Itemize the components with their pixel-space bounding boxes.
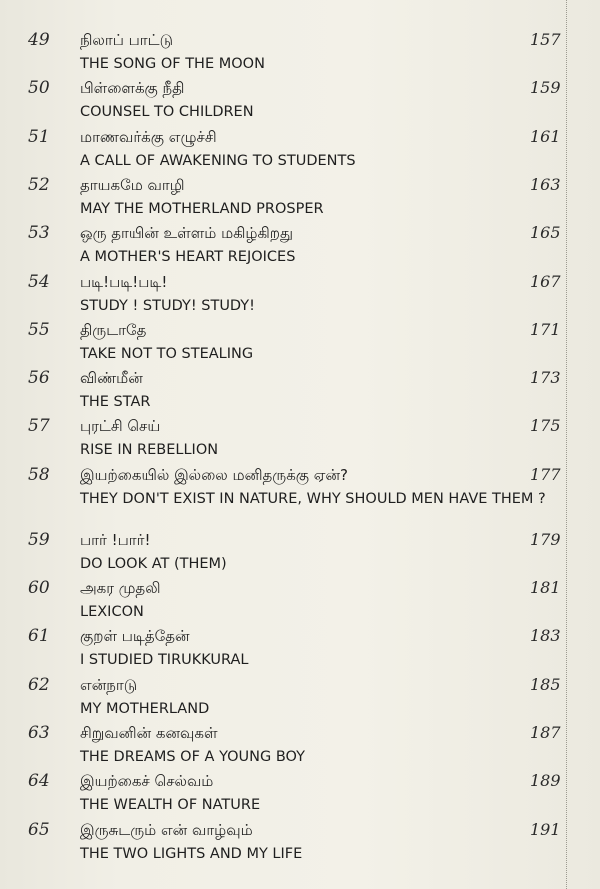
entry-tamil-title: நிலாப் பாட்டு <box>80 31 173 49</box>
entry-number: 59 <box>28 530 50 550</box>
entry-english-title: THE DREAMS OF A YOUNG BOY <box>80 749 306 765</box>
entry-page-number: 187 <box>530 723 561 742</box>
entry-number: 52 <box>28 175 50 195</box>
entry-english-title: I STUDIED TIRUKKURAL <box>80 652 249 668</box>
entry-english-title: THEY DON'T EXIST IN NATURE, WHY SHOULD MEN HAVE THEM ? <box>80 491 546 507</box>
entry-page-number: 183 <box>530 626 561 645</box>
page-number-divider <box>566 0 567 889</box>
entry-tamil-title: தாயகமே வாழி <box>80 176 185 194</box>
entry-english-title: A CALL OF AWAKENING TO STUDENTS <box>80 153 356 169</box>
entry-page-number: 175 <box>530 416 561 435</box>
entry-page-number: 179 <box>530 530 561 549</box>
entry-english-title: THE TWO LIGHTS AND MY LIFE <box>80 846 303 862</box>
entry-english-title: LEXICON <box>80 604 144 620</box>
entry-tamil-title: புரட்சி செய் <box>80 417 161 435</box>
entry-english-title: STUDY ! STUDY! STUDY! <box>80 298 255 314</box>
entry-english-title: DO LOOK AT (THEM) <box>80 556 227 572</box>
entry-english-title: MY MOTHERLAND <box>80 701 210 717</box>
entry-page-number: 185 <box>530 675 561 694</box>
entry-tamil-title: பிள்ளைக்கு நீதி <box>80 79 185 97</box>
entry-english-title: COUNSEL TO CHILDREN <box>80 104 254 120</box>
entry-tamil-title: அகர முதலி <box>80 579 161 597</box>
entry-number: 51 <box>28 127 50 147</box>
entry-english-title: THE WEALTH OF NATURE <box>80 797 261 813</box>
entry-number: 62 <box>28 675 50 695</box>
entry-number: 57 <box>28 416 50 436</box>
entry-page-number: 161 <box>530 127 561 146</box>
entry-english-title: THE SONG OF THE MOON <box>80 56 265 72</box>
entry-number: 60 <box>28 578 50 598</box>
entry-tamil-title: இயற்கையில் இல்லை மனிதருக்கு ஏன்? <box>80 466 348 484</box>
entry-tamil-title: என்நாடு <box>80 676 138 694</box>
entry-page-number: 157 <box>530 30 561 49</box>
entry-english-title: THE STAR <box>80 394 151 410</box>
entry-number: 64 <box>28 771 50 791</box>
entry-number: 53 <box>28 223 50 243</box>
entry-tamil-title: விண்மீன் <box>80 369 143 387</box>
entry-page-number: 181 <box>530 578 561 597</box>
entry-tamil-title: இருசுடரும் என் வாழ்வும் <box>80 821 253 839</box>
entry-page-number: 171 <box>530 320 561 339</box>
entry-tamil-title: படி!படி!படி! <box>80 273 168 291</box>
entry-page-number: 191 <box>530 820 561 839</box>
entry-page-number: 173 <box>530 368 561 387</box>
entry-page-number: 167 <box>530 272 561 291</box>
entry-english-title: A MOTHER'S HEART REJOICES <box>80 249 296 265</box>
entry-number: 55 <box>28 320 50 340</box>
entry-page-number: 189 <box>530 771 561 790</box>
entry-english-title: MAY THE MOTHERLAND PROSPER <box>80 201 324 217</box>
entry-page-number: 159 <box>530 78 561 97</box>
entry-page-number: 177 <box>530 465 561 484</box>
entry-tamil-title: இயற்கைச் செல்வம் <box>80 772 214 790</box>
entry-number: 61 <box>28 626 50 646</box>
entry-tamil-title: மாணவர்க்கு எழுச்சி <box>80 128 217 146</box>
entry-number: 63 <box>28 723 50 743</box>
entry-tamil-title: குறள் படித்தேன் <box>80 627 190 645</box>
entry-number: 58 <box>28 465 50 485</box>
entry-tamil-title: சிறுவனின் கனவுகள் <box>80 724 218 742</box>
entry-page-number: 165 <box>530 223 561 242</box>
entry-english-title: RISE IN REBELLION <box>80 442 219 458</box>
entry-number: 54 <box>28 272 50 292</box>
entry-tamil-title: ஒரு தாயின் உள்ளம் மகிழ்கிறது <box>80 224 294 242</box>
entry-tamil-title: திருடாதே <box>80 321 147 339</box>
entry-english-title: TAKE NOT TO STEALING <box>80 346 254 362</box>
entry-page-number: 163 <box>530 175 561 194</box>
entry-number: 56 <box>28 368 50 388</box>
entry-number: 49 <box>28 30 50 50</box>
entry-tamil-title: பார் !பார்! <box>80 531 151 549</box>
entry-number: 50 <box>28 78 50 98</box>
entry-number: 65 <box>28 820 50 840</box>
